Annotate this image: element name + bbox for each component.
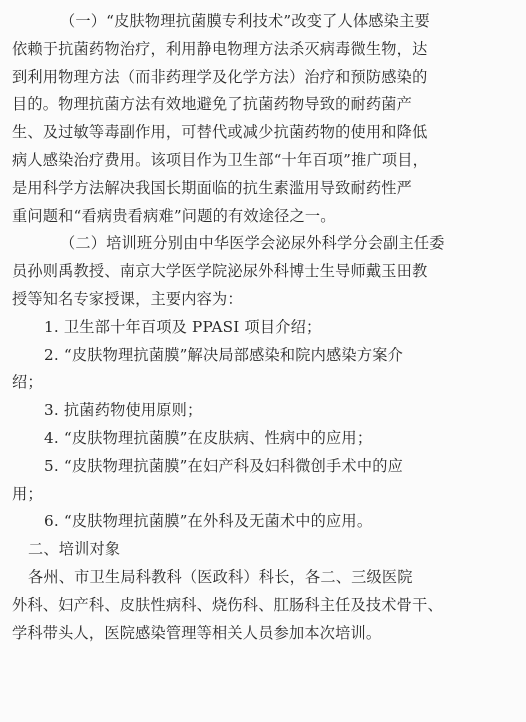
text-line: 重问题和“看病贵看病难”问题的有效途径之一。 xyxy=(12,206,336,225)
text-line: 员孙则禹教授、南京大学医学院泌尿外科博士生导师戴玉田教 xyxy=(12,262,428,281)
text-line: 目的。物理抗菌方法有效地避免了抗菌药物导致的耐药菌产 xyxy=(12,95,413,114)
text-line: 生、及过敏等毒副作用，可替代或减少抗菌药物的使用和降低 xyxy=(12,123,428,142)
text-line: （二）培训班分别由中华医学会泌尿外科学分会副主任委 xyxy=(60,234,445,253)
list-item-6: 6. “皮肤物理抗菌膜”在外科及无菌术中的应用。 xyxy=(44,512,373,531)
text-line: 外科、妇产科、皮肤性病科、烧伤科、肛肠科主任及技术骨干、 xyxy=(12,595,443,614)
text-line: 学科带头人，医院感染管理等相关人员参加本次培训。 xyxy=(12,623,382,642)
list-item-5: 5. “皮肤物理抗菌膜”在妇产科及妇科微创手术中的应 xyxy=(44,456,403,475)
text-line: （一）“皮肤物理抗菌膜专利技术”改变了人体感染主要 xyxy=(60,12,430,30)
text-line: 是用科学方法解决我国长期面临的抗生素滥用导致耐药性严 xyxy=(12,178,413,197)
list-item-2-continuation: 绍； xyxy=(12,373,43,392)
list-item-5-continuation: 用； xyxy=(12,484,43,503)
text-line: 依赖于抗菌药物治疗，利用静电物理方法杀灭病毒微生物，达 xyxy=(12,39,428,58)
text-line: 授等知名专家授课，主要内容为： xyxy=(12,289,243,308)
text-line: 各州、市卫生局科教科（医政科）科长，各二、三级医院 xyxy=(28,567,413,586)
list-item-4: 4. “皮肤物理抗菌膜”在皮肤病、性病中的应用； xyxy=(44,428,373,447)
section-heading: 二、培训对象 xyxy=(28,540,121,559)
text-line: 到利用物理方法（而非药理学及化学方法）治疗和预防感染的 xyxy=(12,67,428,86)
list-item-1: 1. 卫生部十年百项及 PPASI 项目介绍； xyxy=(44,317,322,336)
list-item-2: 2. “皮肤物理抗菌膜”解决局部感染和院内感染方案介 xyxy=(44,345,403,364)
list-item-3: 3. 抗菌药物使用原则； xyxy=(44,401,203,420)
text-line: 病人感染治疗费用。该项目作为卫生部“十年百项”推广项目， xyxy=(12,150,429,169)
